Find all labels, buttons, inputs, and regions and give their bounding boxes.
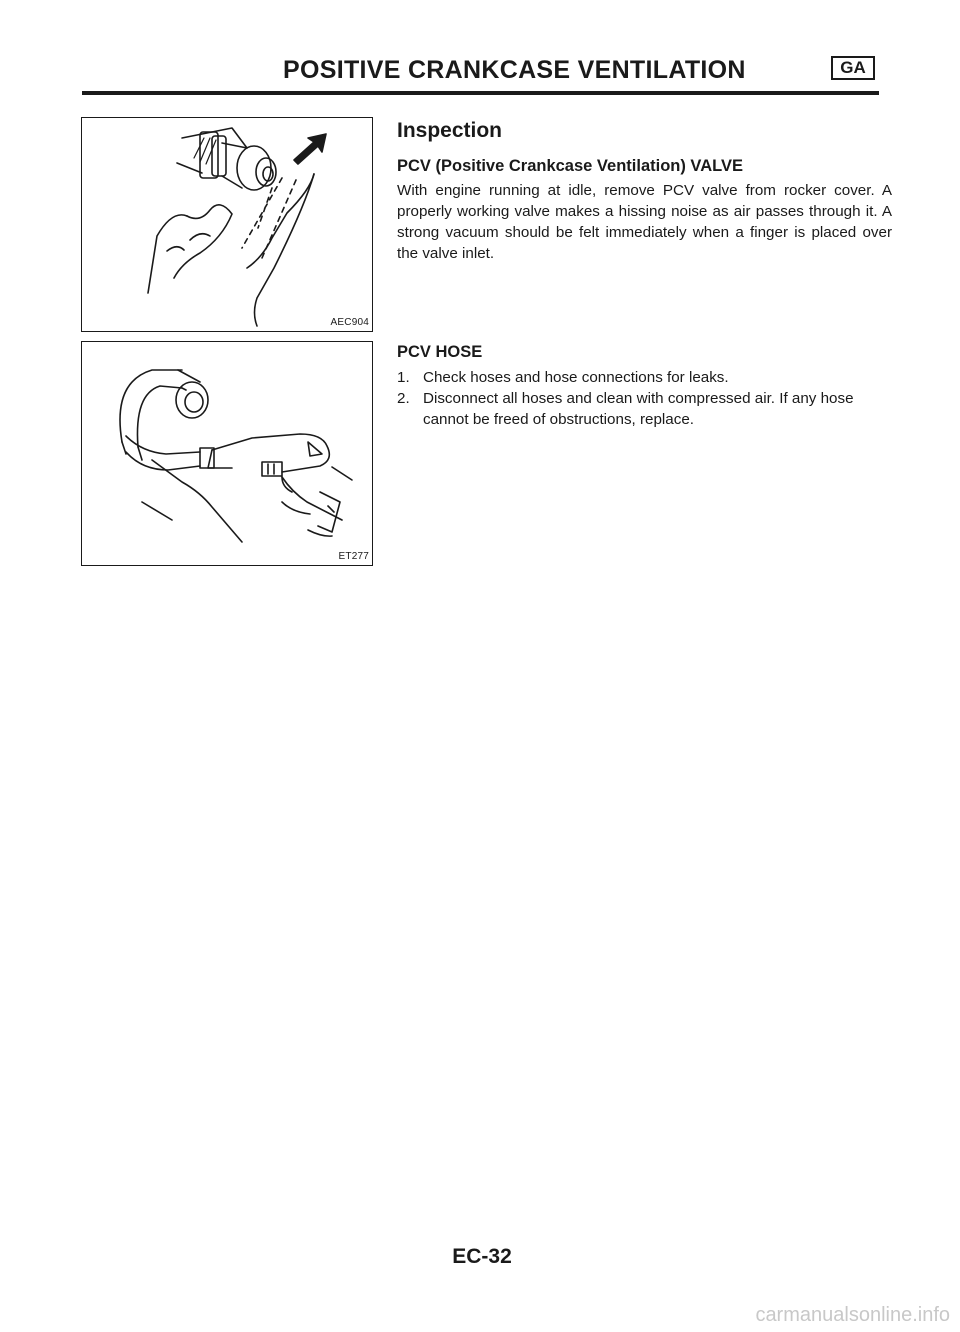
pcv-hose-illustration — [82, 342, 372, 565]
figure-code: AEC904 — [330, 317, 369, 328]
list-item — [397, 367, 892, 388]
list-item — [397, 388, 892, 430]
subsection-heading-pcv-hose: PCV HOSE — [397, 343, 483, 361]
step-number: 1. — [397, 369, 410, 386]
section-heading-inspection: Inspection — [397, 119, 503, 142]
step-text: Disconnect all hoses and clean with compressed air. If any hose cannot be freed of obstructions, replace. — [423, 390, 854, 428]
figure-code: ET277 — [338, 551, 369, 562]
header-rule — [82, 91, 879, 95]
page-title: POSITIVE CRANKCASE VENTILATION — [283, 56, 746, 84]
pcv-hose-steps — [397, 367, 892, 430]
figure-pcv-hose — [81, 341, 373, 566]
pcv-valve-instructions: With engine running at idle, remove PCV valve from rocker cover. A properly working valve makes a hissing noise as air passes through it. A strong vacuum should be felt immediately when a finger is placed over the valve inlet. — [397, 182, 892, 262]
step-number: 2. — [397, 390, 410, 407]
figure-pcv-valve — [81, 117, 373, 332]
step-text: Check hoses and hose connections for leaks. — [423, 369, 729, 386]
engine-badge: GA — [831, 56, 875, 80]
pcv-valve-illustration — [82, 118, 372, 331]
page-number: EC-32 — [452, 1245, 512, 1268]
watermark-url: carmanualsonline.info — [755, 1304, 950, 1326]
subsection-heading-pcv-valve: PCV (Positive Crankcase Ventilation) VALVE — [397, 157, 743, 175]
